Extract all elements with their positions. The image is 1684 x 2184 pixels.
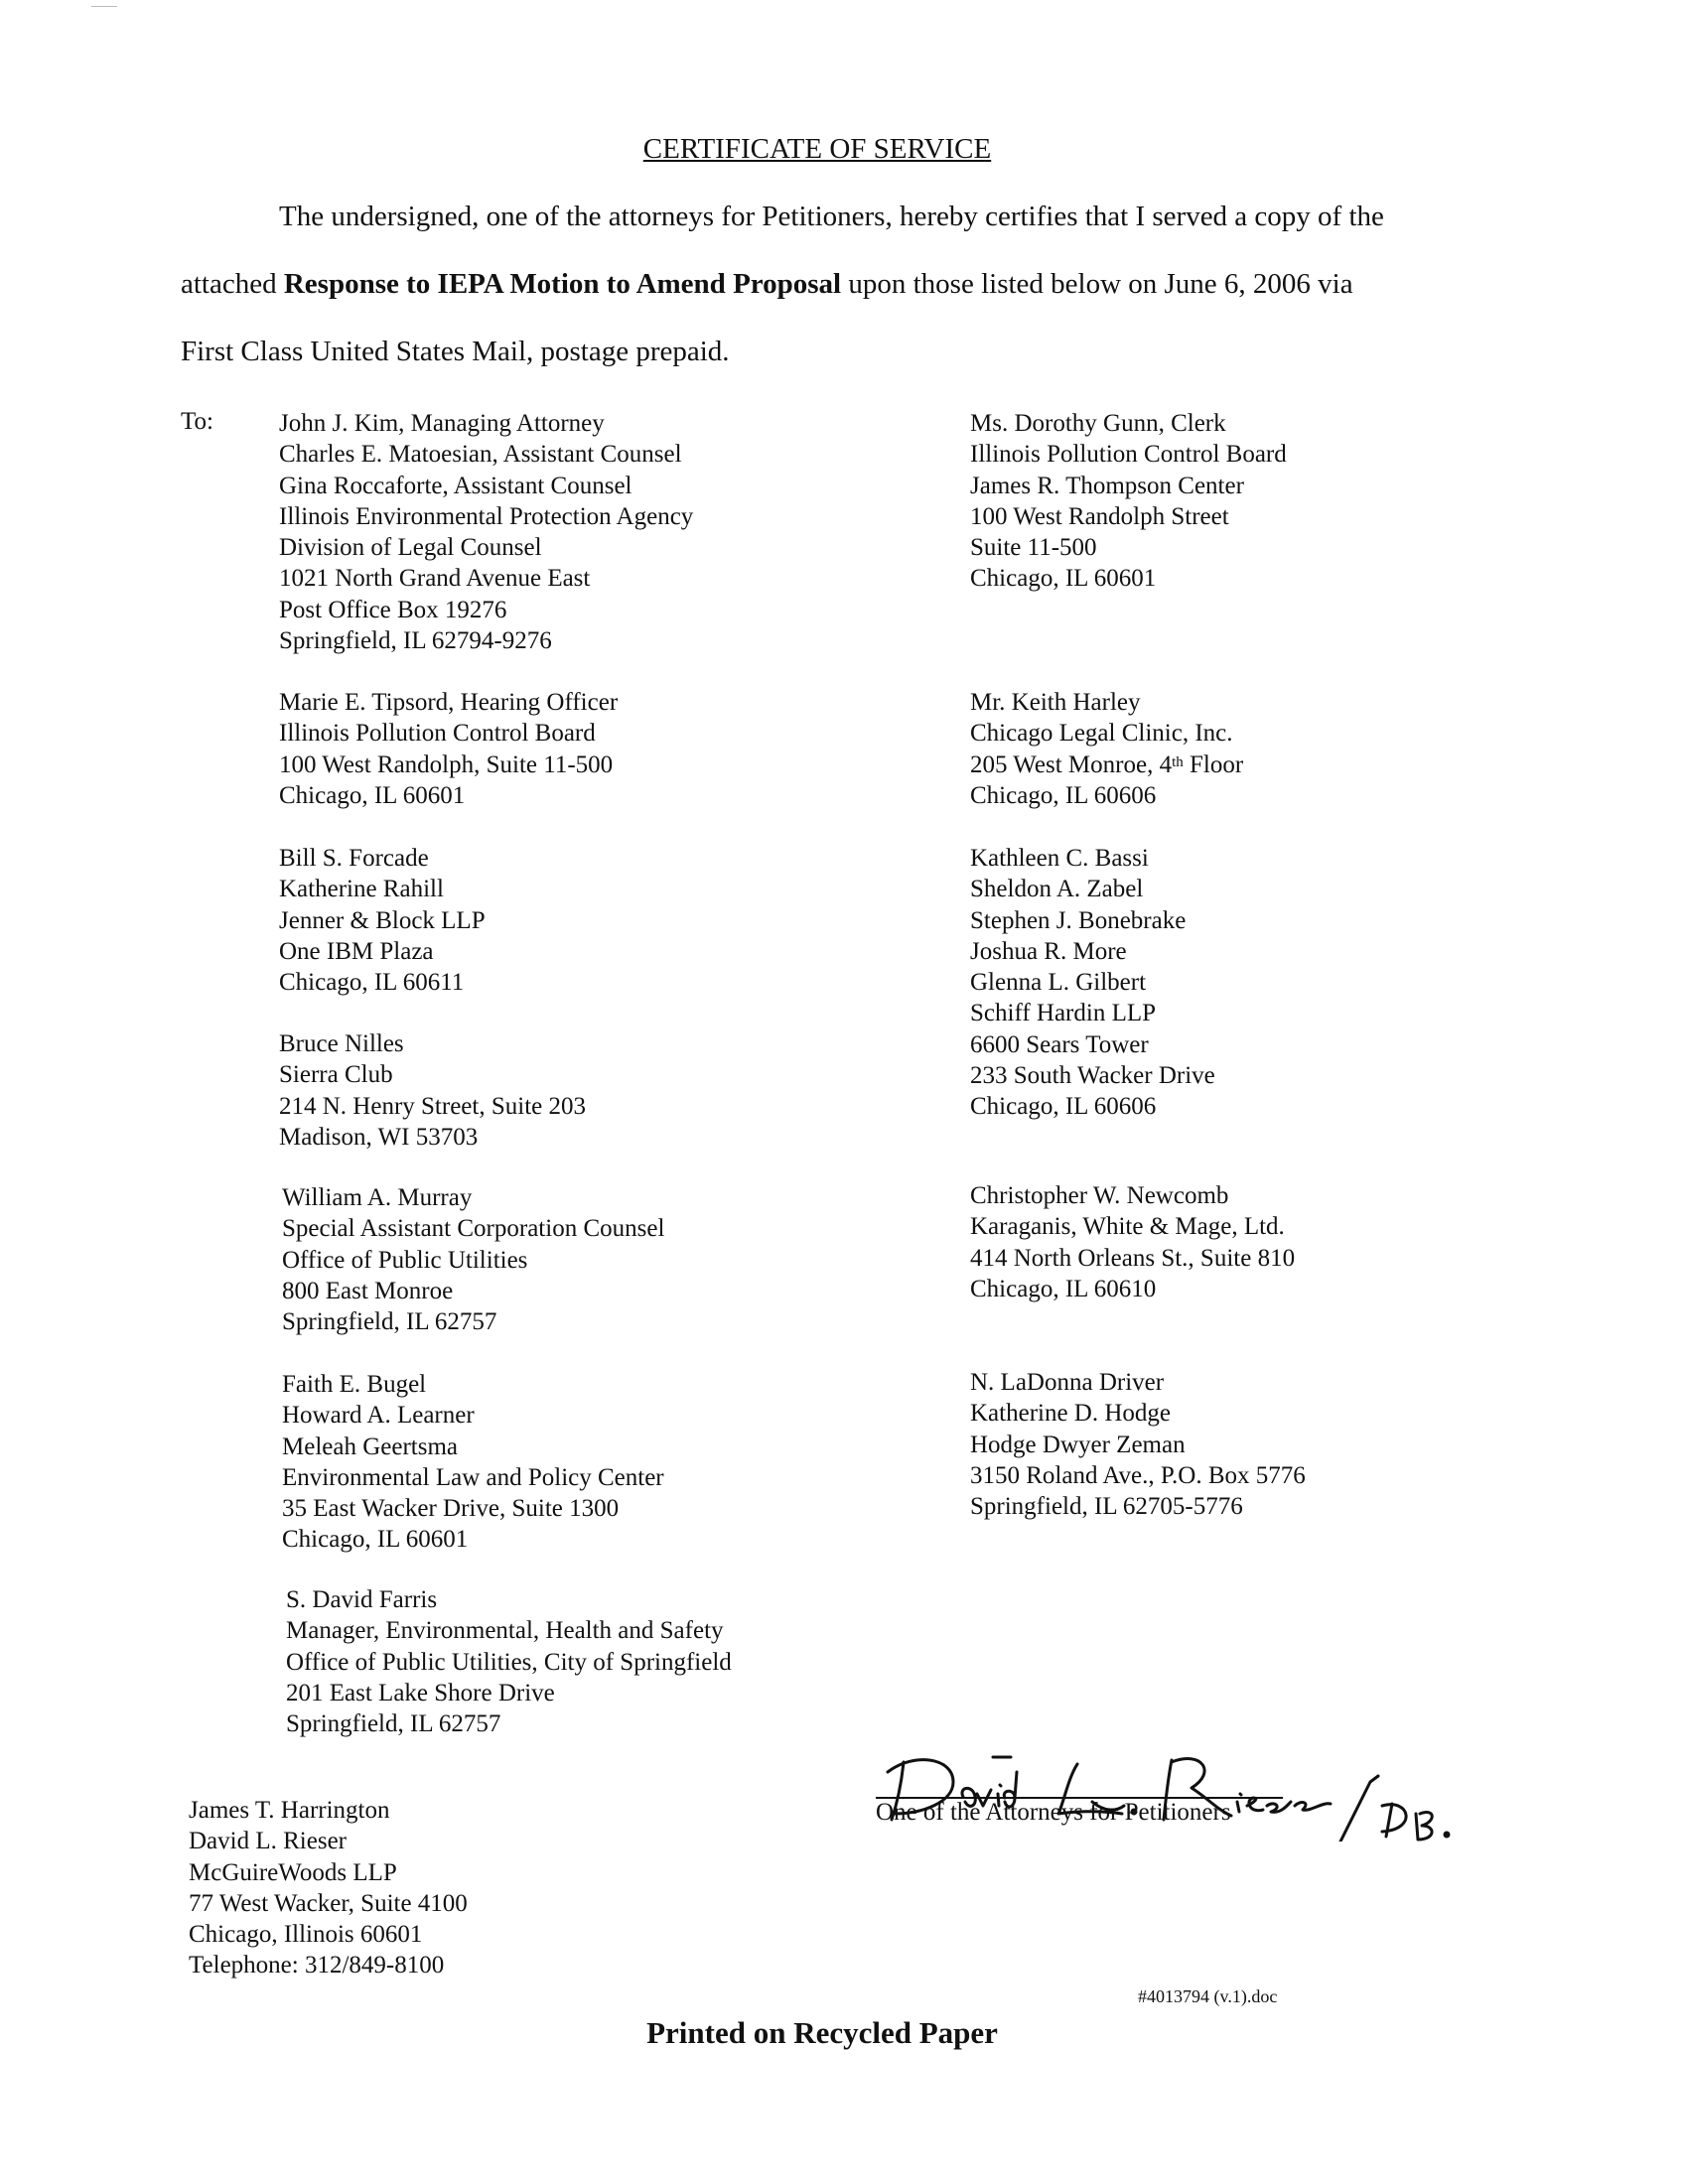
recipient-block-left-2: Marie E. Tipsord, Hearing Officer Illinois Pollution Control Board 100 West Randolph, Suite 11-500 Chicago, IL 60601 <box>279 689 619 809</box>
recipient-block-left-5: William A. Murray Special Assistant Corporation Counsel Office of Public Utilities 800 East Monroe Springfield, IL 62757 <box>282 1184 665 1336</box>
recipient-block-left-4: Bruce Nilles Sierra Club 214 N. Henry Street, Suite 203 Madison, WI 53703 <box>279 1030 586 1151</box>
document-title: CERTIFICATE OF SERVICE <box>642 133 992 165</box>
recipient-block-left-6: Faith E. Bugel Howard A. Learner Meleah Geertsma Environmental Law and Policy Center 35 East Wacker Drive, Suite 1300 Chicago, IL 60601 <box>282 1371 664 1554</box>
recipient-block-right-2: Mr. Keith Harley Chicago Legal Clinic, Inc. 205 West Monroe, 4th Floor Chicago, IL 60606 <box>970 689 1244 809</box>
to-label: To: <box>181 408 213 435</box>
recipient-block-right-4: Christopher W. Newcomb Karaganis, White & Mage, Ltd. 414 North Orleans St., Suite 810 Chicago, IL 60610 <box>970 1182 1296 1302</box>
document-number: #4013794 (v.1).doc <box>1138 1986 1278 2006</box>
recipient-block-right-5: N. LaDonna Driver Katherine D. Hodge Hodge Dwyer Zeman 3150 Roland Ave., P.O. Box 5776 Springfield, IL 62705-5776 <box>970 1369 1306 1521</box>
signature-caption: One of the Attorneys for Petitioners <box>876 1799 1231 1826</box>
recipient-block-left-3: Bill S. Forcade Katherine Rahill Jenner & Block LLP One IBM Plaza Chicago, IL 60611 <box>279 845 486 997</box>
intro-line-3: First Class United States Mail, postage prepaid. <box>181 336 730 367</box>
document-reference: Response to IEPA Motion to Amend Proposal <box>283 268 842 300</box>
recipient-block-left-1: John J. Kim, Managing Attorney Charles E. Matoesian, Assistant Counsel Gina Roccaforte, Assistant Counsel Illinois Environmental Protection Agency Division of Legal Counsel 1021 North Grand Avenue East Post Office Box 19276 Springfield, IL 62794-9276 <box>279 410 694 655</box>
sender-block: James T. Harrington David L. Rieser McGuireWoods LLP 77 West Wacker, Suite 4100 Chicago, Illinois 60601 Telephone: 312/849-8100 <box>189 1797 468 1979</box>
footer-note: Printed on Recycled Paper <box>646 2015 998 2050</box>
scan-artifact <box>91 6 117 7</box>
recipient-block-right-1: Ms. Dorothy Gunn, Clerk Illinois Pollution Control Board James R. Thompson Center 100 West Randolph Street Suite 11-500 Chicago, IL 60601 <box>970 410 1287 593</box>
recipient-block-left-7: S. David Farris Manager, Environmental, Health and Safety Office of Public Utilities, City of Springfield 201 East Lake Shore Drive Springfield, IL 62757 <box>286 1586 732 1738</box>
intro-line-2: attached Response to IEPA Motion to Amend Proposal upon those listed below on June 6, 2006 via <box>181 268 1353 300</box>
recipient-block-right-3: Kathleen C. Bassi Sheldon A. Zabel Stephen J. Bonebrake Joshua R. More Glenna L. Gilbert Schiff Hardin LLP 6600 Sears Tower 233 South Wacker Drive Chicago, IL 60606 <box>970 845 1215 1121</box>
intro-line-1: The undersigned, one of the attorneys for Petitioners, hereby certifies that I served a copy of the <box>279 201 1384 232</box>
